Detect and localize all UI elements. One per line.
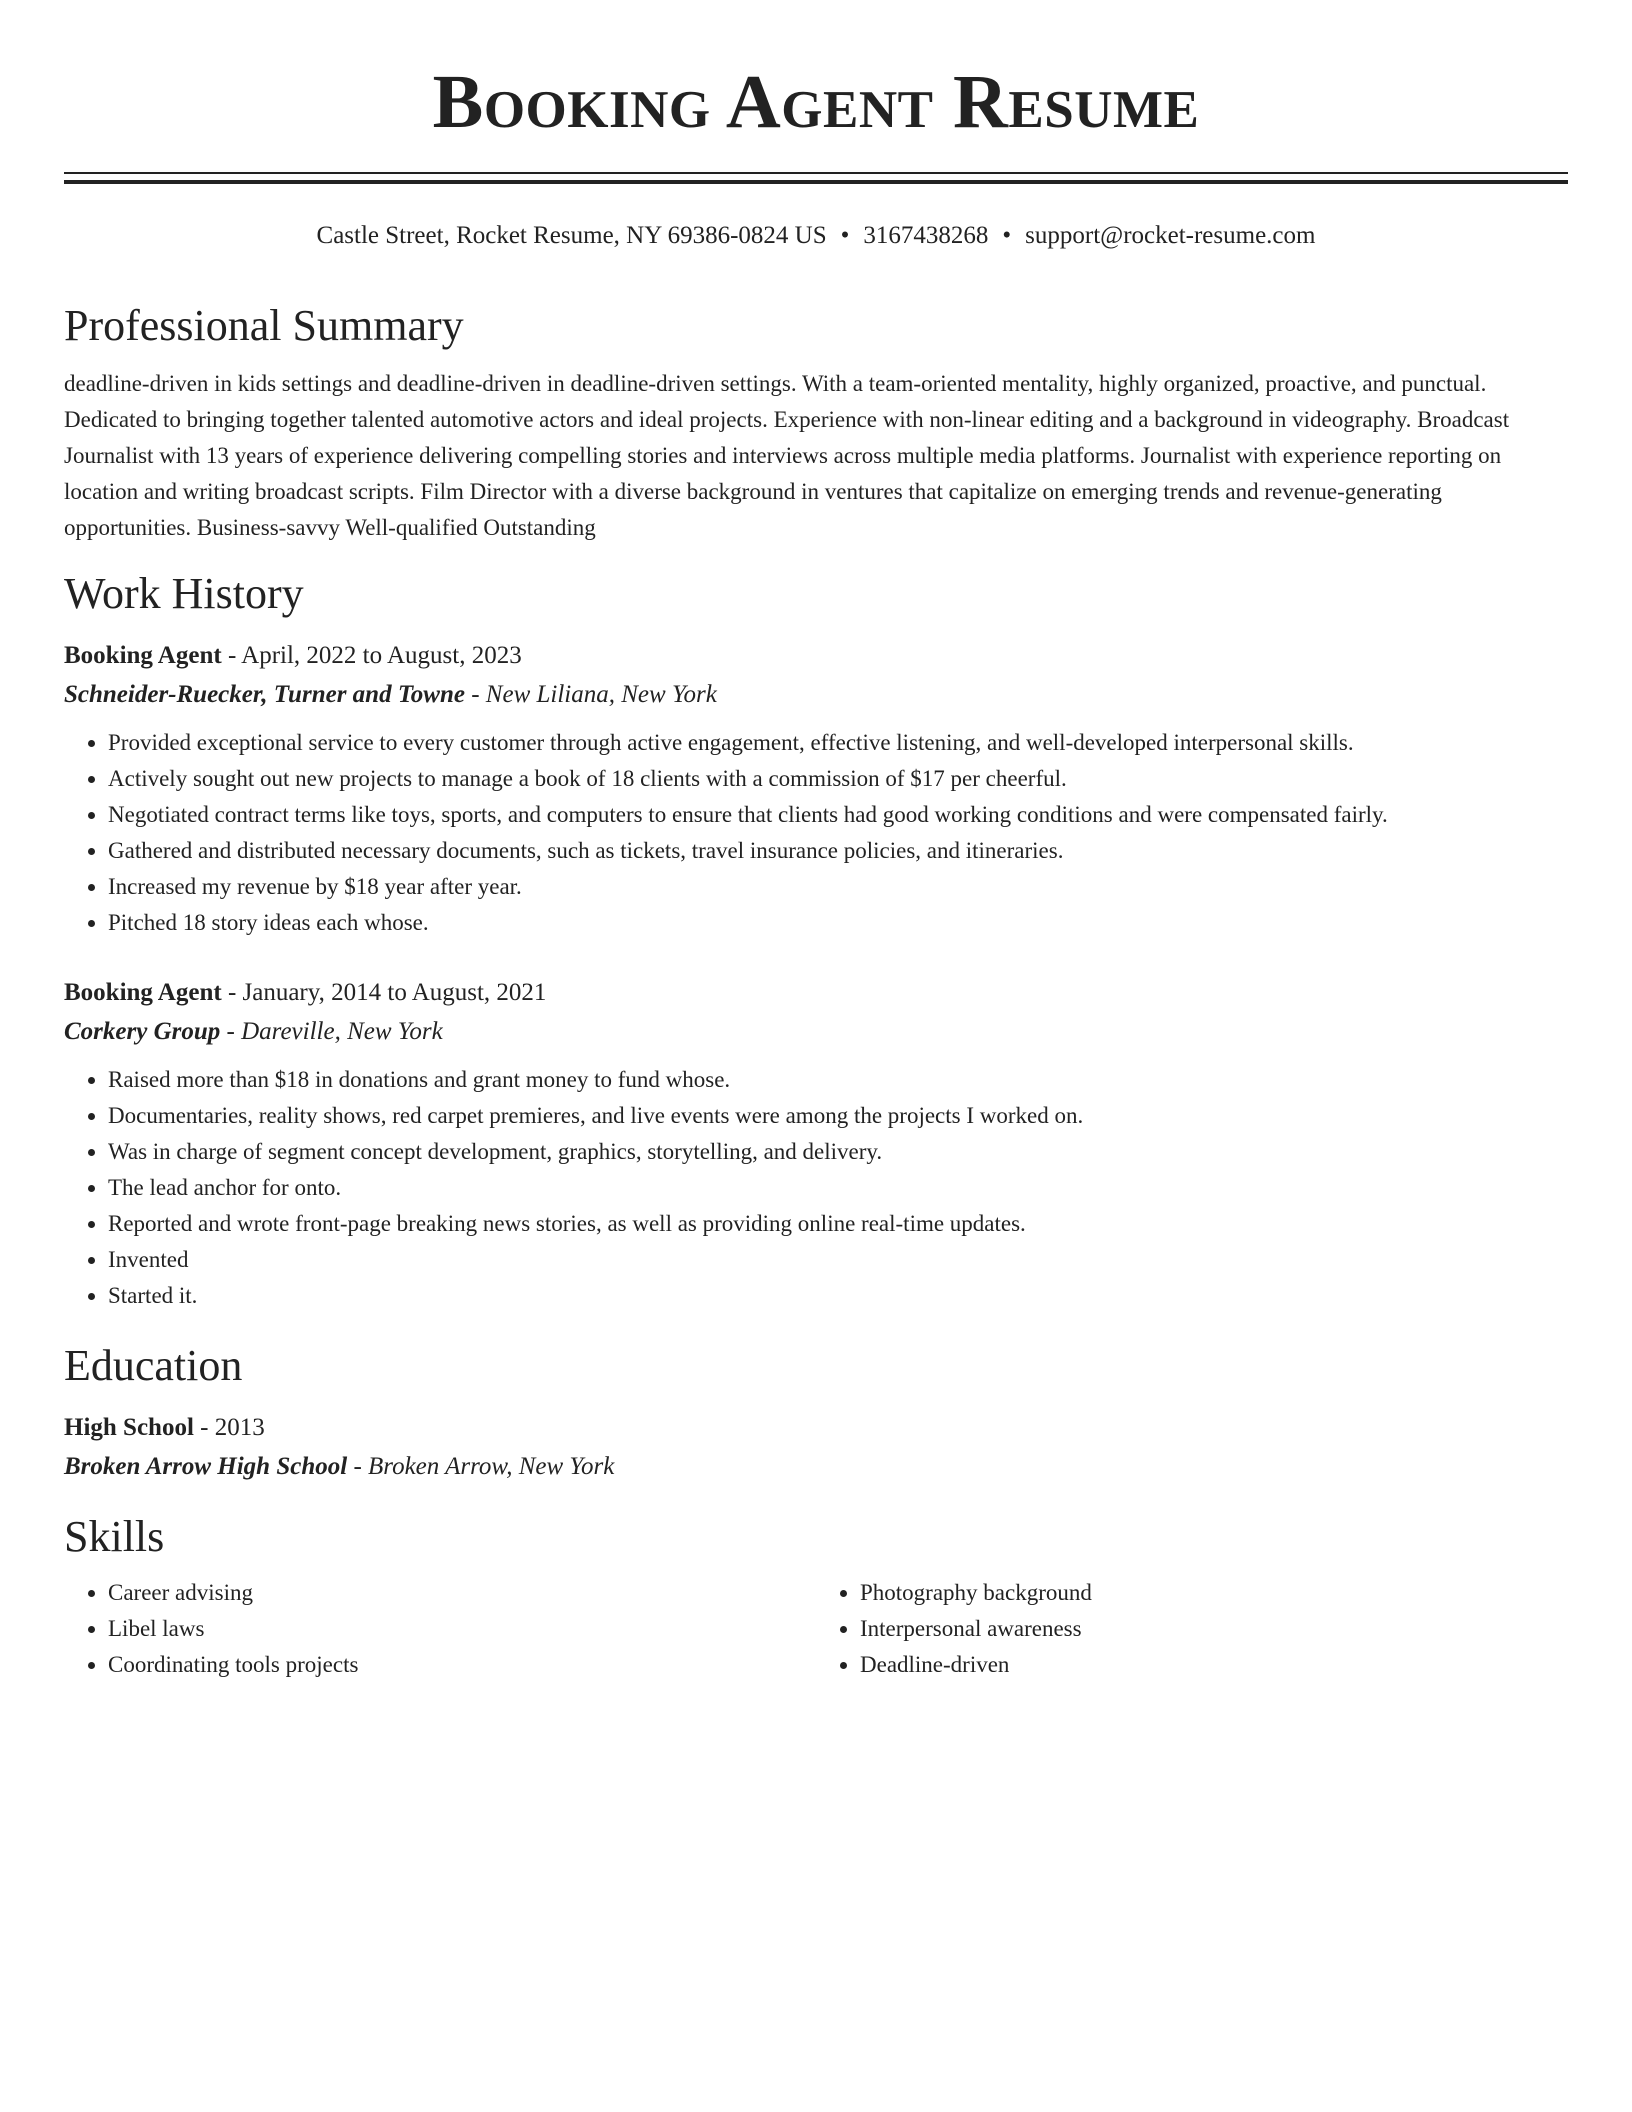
job-title: Booking Agent [64,979,222,1006]
list-item: • Increased my revenue by $18 year after year. [108,869,1568,905]
skills-columns [64,1575,1568,1683]
education-heading: Education [64,1341,243,1390]
list-item: • Photography background [860,1575,1568,1611]
job-entry [64,977,1568,1314]
summary-section [64,301,1568,546]
school-line [64,1451,1568,1483]
list-item: • Negotiated contract terms like toys, sports, and computers to ensure that clients had good working conditions and were compensated fairly. [108,797,1568,833]
list-item: • Provided exceptional service to every customer through active engagement, effective listening, and well-developed interpersonal skills. [108,725,1568,761]
contact-separator: • [1002,222,1012,249]
job-location: - Dareville, New York [220,1018,443,1045]
job-entry [64,640,1568,941]
school-location: - Broken Arrow, New York [347,1453,615,1480]
list-item: • Coordinating tools projects [108,1647,816,1683]
list-item: • Libel laws [108,1611,816,1647]
school-name: Broken Arrow High School [64,1453,348,1480]
list-item: • Was in charge of segment concept development, graphics, storytelling, and delivery. [108,1134,1568,1170]
contact-address: Castle Street, Rocket Resume, NY 69386-0824 US [316,222,827,249]
job-title-line [64,640,1568,672]
degree-line [64,1412,1568,1444]
job-company-line [64,1016,1568,1048]
job-dates: - January, 2014 to August, 2021 [221,979,547,1006]
title-rule-thin [64,172,1568,174]
list-item: • Career advising [108,1575,816,1611]
job-company-line [64,679,1568,711]
skills-heading: Skills [64,1512,165,1561]
job-dates: - April, 2022 to August, 2023 [221,642,522,669]
list-item: • Interpersonal awareness [860,1611,1568,1647]
contact-email: support@rocket-resume.com [1025,222,1316,249]
work-history-heading: Work History [64,569,304,618]
resume-title: Booking Agent Resume [432,60,1200,144]
skills-column-right [816,1575,1568,1683]
list-item: • Documentaries, reality shows, red carpet premieres, and live events were among the projects I worked on. [108,1098,1568,1134]
title-rule-thick [64,180,1568,184]
education-section [64,1341,1568,1483]
list-item: • Invented [108,1242,1568,1278]
list-item: • Pitched 18 story ideas each whose. [108,905,1568,941]
education-entry [64,1412,1568,1483]
list-item: • Raised more than $18 in donations and grant money to fund whose. [108,1062,1568,1098]
list-item: • Deadline-driven [860,1647,1568,1683]
skills-column-left [64,1575,816,1683]
job-title-line [64,977,1568,1009]
graduation-year: - 2013 [193,1414,265,1441]
work-history-section [64,569,1568,1314]
contact-separator: • [840,222,850,249]
list-item: • Actively sought out new projects to manage a book of 18 clients with a commission of $17 per cheerful. [108,761,1568,797]
job-company: Schneider-Ruecker, Turner and Towne [64,681,465,708]
skills-section [64,1512,1568,1683]
job-company: Corkery Group [64,1018,221,1045]
summary-heading: Professional Summary [64,301,464,350]
job-bullets [64,1062,1568,1314]
summary-text: deadline-driven in kids settings and deadline-driven in deadline-driven settings. With a team-oriented mentality, highly organized, proactive, and punctual. Dedicated to bringing together talented automotive actors and ideal projects. Experience with non-linear editing and a background in videography. Broadcast Journalist with 13 years of experience delivering compelling stories and interviews across multiple media platforms. Journalist with experience reporting on location and writing broadcast scripts. Film Director with a diverse background in ventures that capitalize on emerging trends and revenue-generating opportunities. Business-savvy Well-qualified Outstanding [64,371,1510,540]
list-item: • Started it. [108,1278,1568,1314]
contact-line [64,220,1568,252]
list-item: • Gathered and distributed necessary documents, such as tickets, travel insurance policies, and itineraries. [108,833,1568,869]
contact-phone: 3167438268 [863,222,989,249]
degree: High School [64,1414,194,1441]
job-bullets [64,725,1568,941]
list-item: • The lead anchor for onto. [108,1170,1568,1206]
list-item: • Reported and wrote front-page breaking news stories, as well as providing online real-time updates. [108,1206,1568,1242]
job-title: Booking Agent [64,642,222,669]
job-location: - New Liliana, New York [464,681,717,708]
